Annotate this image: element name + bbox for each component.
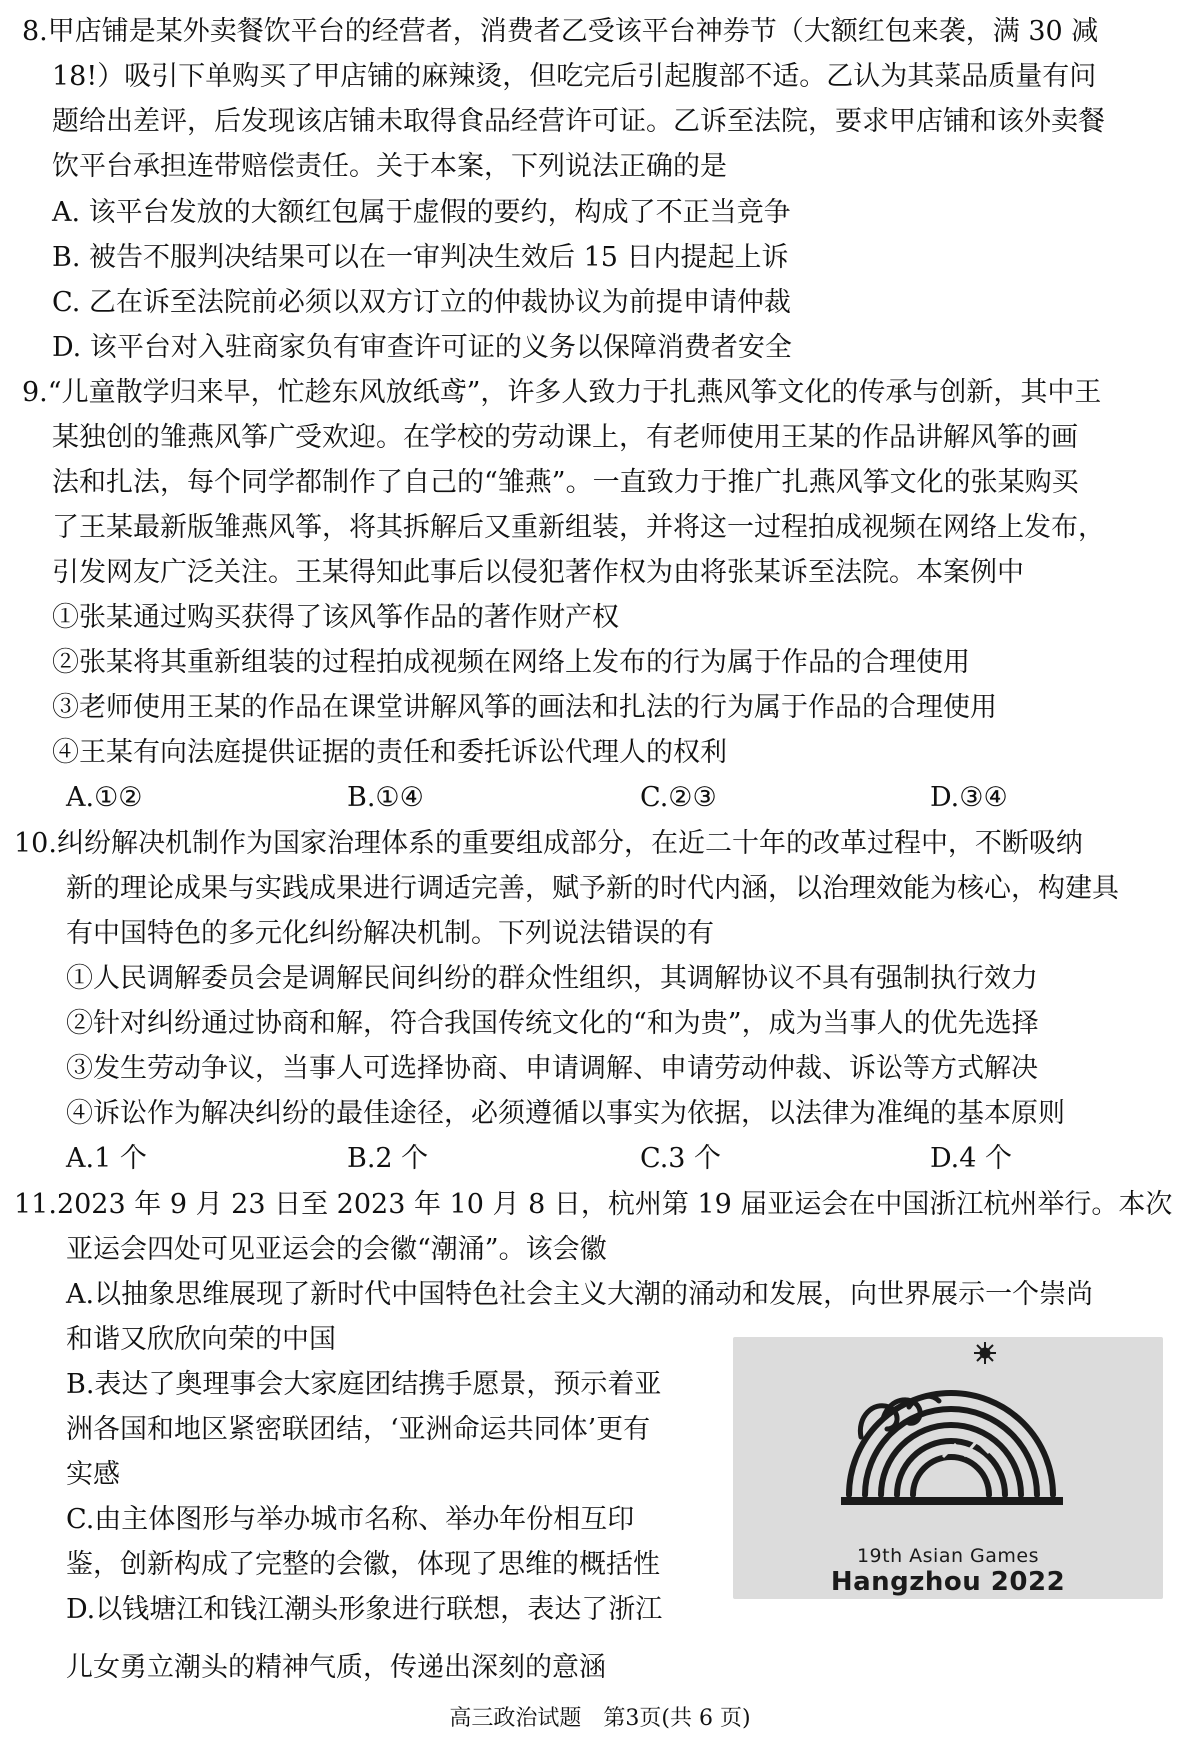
q10-statement-1: ①人民调解委员会是调解民间纠纷的群众性组织，其调解协议不具有强制执行效力 (66, 963, 1038, 994)
emblem-title: Hangzhou 2022 (830, 1567, 1066, 1597)
page-footer: 高三政治试题 第3页(共 6 页) (449, 1706, 751, 1731)
q11-option-d-line-2: 儿女勇立潮头的精神气质，传递出深刻的意涵 (66, 1652, 606, 1683)
q11-option-a-line-2: 和谐又欣欣向荣的中国 (66, 1324, 336, 1355)
q9-statement-2: ②张某将其重新组装的过程拍成视频在网络上发布的行为属于作品的合理使用 (52, 647, 970, 678)
q9-statement-3: ③老师使用王某的作品在课堂讲解风筝的画法和扎法的行为属于作品的合理使用 (52, 692, 997, 723)
q9-stem-line-5: 引发网友广泛关注。王某得知此事后以侵犯著作权为由将张某诉至法院。本案例中 (52, 557, 1024, 588)
q9-statement-4: ④王某有向法庭提供证据的责任和委托诉讼代理人的权利 (52, 737, 727, 768)
q10-choice-a: A.1 个 (66, 1143, 147, 1174)
q10-stem-line-2: 新的理论成果与实践成果进行调适完善，赋予新的时代内涵，以治理效能为核心，构建具 (66, 873, 1119, 904)
wave-arcs-icon (849, 1393, 1053, 1495)
sun-icon (974, 1342, 996, 1364)
q11-stem-line-1: 11.2023 年 9 月 23 日至 2023 年 10 月 8 日，杭州第 19 届亚运会在中国浙江杭州举行。本次 (14, 1189, 1173, 1220)
q10-choices (0, 1141, 1200, 1177)
q8-option-a: A. 该平台发放的大额红包属于虚假的要约，构成了不正当竞争 (52, 197, 791, 228)
q9-stem-line-1: 9.“儿童散学归来早，忙趁东风放纸鸢”，许多人致力于扎燕风筝文化的传承与创新，其中王 (22, 377, 1102, 408)
q11-option-c-line-2: 鉴，创新构成了完整的会徽，体现了思维的概括性 (66, 1549, 660, 1580)
q10-choice-c: C.3 个 (640, 1143, 722, 1174)
asian-games-emblem (733, 1337, 1163, 1599)
q10-statement-3: ③发生劳动争议，当事人可选择协商、申请调解、申请劳动仲裁、诉讼等方式解决 (66, 1053, 1038, 1084)
q8-stem-line-2: 18!）吸引下单购买了甲店铺的麻辣烫，但吃完后引起腹部不适。乙认为其菜品质量有问 (52, 61, 1097, 92)
q10-stem-line-3: 有中国特色的多元化纠纷解决机制。下列说法错误的有 (66, 918, 714, 949)
q8-stem-line-1: 8.甲店铺是某外卖餐饮平台的经营者，消费者乙受该平台神券节（大额红包来袭，满 30 减 (22, 16, 1099, 47)
q9-stem-line-2: 某独创的雏燕风筝广受欢迎。在学校的劳动课上，有老师使用王某的作品讲解风筝的画 (52, 422, 1078, 453)
q8-stem-line-3: 题给出差评，后发现该店铺未取得食品经营许可证。乙诉至法院，要求甲店铺和该外卖餐 (52, 106, 1105, 137)
q9-statement-1: ①张某通过购买获得了该风筝作品的著作财产权 (52, 602, 619, 633)
q9-stem-line-4: 了王某最新版雏燕风筝，将其拆解后又重新组装，并将这一过程拍成视频在网络上发布， (52, 512, 1105, 543)
emblem-subtitle: 19th Asian Games (856, 1545, 1040, 1567)
q10-choice-b: B.2 个 (347, 1143, 429, 1174)
q11-option-b-line-3: 实感 (66, 1459, 120, 1490)
q9-stem-line-3: 法和扎法，每个同学都制作了自己的“雏燕”。一直致力于推广扎燕风筝文化的张某购买 (52, 467, 1079, 498)
q9-choice-a: A.①② (66, 782, 143, 813)
q8-option-d: D. 该平台对入驻商家负有审查许可证的义务以保障消费者安全 (52, 332, 792, 363)
q10-statement-2: ②针对纠纷通过协商和解，符合我国传统文化的“和为贵”，成为当事人的优先选择 (66, 1008, 1039, 1039)
q8-option-b: B. 被告不服判决结果可以在一审判决生效后 15 日内提起上诉 (52, 242, 789, 273)
q8-stem-line-4: 饮平台承担连带赔偿责任。关于本案，下列说法正确的是 (52, 151, 727, 182)
q10-choice-d: D.4 个 (930, 1143, 1013, 1174)
q10-stem-line-1: 10.纠纷解决机制作为国家治理体系的重要组成部分，在近二十年的改革过程中，不断吸纳 (14, 828, 1083, 859)
q11-option-c-line-1: C.由主体图形与举办城市名称、举办年份相互印 (66, 1504, 635, 1535)
q9-choice-c: C.②③ (640, 782, 717, 813)
q10-statement-4: ④诉讼作为解决纠纷的最佳途径，必须遵循以事实为依据，以法律为准绳的基本原则 (66, 1098, 1065, 1129)
q11-option-a-line-1: A.以抽象思维展现了新时代中国特色社会主义大潮的涌动和发展，向世界展示一个崇尚 (66, 1279, 1094, 1310)
q9-choice-d: D.③④ (930, 782, 1008, 813)
q11-option-d-line-1: D.以钱塘江和钱江潮头形象进行联想，表达了浙江 (66, 1594, 663, 1625)
q11-option-b-line-2: 洲各国和地区紧密联团结，‘亚洲命运共同体’更有 (66, 1414, 651, 1445)
q9-choices (0, 780, 1200, 816)
q11-stem-line-2: 亚运会四处可见亚运会的会徽“潮涌”。该会徽 (66, 1234, 607, 1265)
q8-option-c: C. 乙在诉至法院前必须以双方订立的仲裁协议为前提申请仲裁 (52, 287, 791, 318)
q9-choice-b: B.①④ (347, 782, 424, 813)
wave-base-icon (841, 1497, 1063, 1505)
q11-option-b-line-1: B.表达了奥理事会大家庭团结携手愿景，预示着亚 (66, 1369, 662, 1400)
